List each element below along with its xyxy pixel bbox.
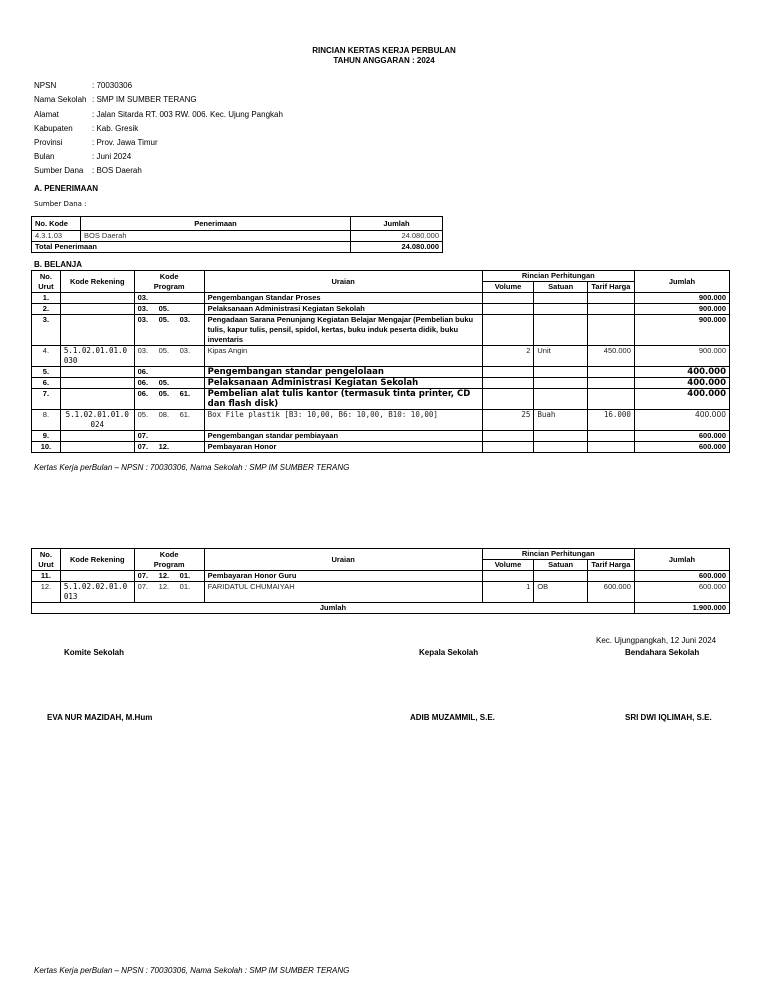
satuan-cell — [534, 367, 588, 378]
volume-cell — [482, 389, 534, 410]
tarif-cell — [587, 571, 634, 582]
info-label: Provinsi — [34, 138, 63, 147]
no-cell: 2. — [32, 304, 61, 315]
col-program: Program — [153, 281, 185, 291]
col-rincian: Rincian Perhitungan — [482, 549, 634, 560]
program-segment: 05. — [158, 346, 170, 355]
uraian-cell: Pelaksanaan Administrasi Kegiatan Sekolah — [204, 304, 482, 315]
program-segment: 07. — [137, 571, 149, 580]
jumlah-cell: 900.000 — [634, 315, 729, 346]
satuan-cell — [534, 378, 588, 389]
program-cell — [134, 293, 204, 304]
col-no: No. — [39, 549, 52, 559]
tarif-cell — [587, 378, 634, 389]
belanja-table — [31, 270, 730, 453]
uraian-cell: Pelaksanaan Administrasi Kegiatan Sekolah — [204, 378, 482, 389]
kode-rekening-cell — [60, 378, 134, 389]
col-penerimaan: Penerimaan — [81, 217, 351, 231]
jumlah-cell: 600.000 — [634, 582, 729, 603]
col-volume: Volume — [482, 560, 534, 571]
program-segment: 03. — [137, 315, 149, 324]
tarif-cell: 600.000 — [587, 582, 634, 603]
bendahara-name: SRI DWI IQLIMAH, S.E. — [625, 713, 712, 722]
no-cell: 1. — [32, 293, 61, 304]
kode-rekening-cell — [60, 293, 134, 304]
table-row — [32, 571, 730, 582]
info-label: Kabupaten — [34, 124, 73, 133]
info-label: Sumber Dana — [34, 166, 84, 175]
col-kode-rekening: Kode Rekening — [60, 549, 134, 571]
table-row — [32, 293, 730, 304]
tarif-cell — [587, 442, 634, 453]
program-segment: 05. — [158, 378, 170, 387]
table-row — [32, 410, 730, 431]
program-segment: 03. — [137, 346, 149, 355]
tarif-cell — [587, 367, 634, 378]
program-segment: 06. — [137, 389, 149, 398]
volume-cell — [482, 378, 534, 389]
volume-cell — [482, 293, 534, 304]
no-cell: 11. — [32, 571, 61, 582]
table-row — [32, 315, 730, 346]
satuan-cell: Unit — [534, 346, 588, 367]
table-row — [32, 378, 730, 389]
no-cell: 8. — [32, 410, 61, 431]
table-row — [32, 442, 730, 453]
jumlah-cell: 900.000 — [634, 293, 729, 304]
col-satuan: Satuan — [534, 282, 588, 293]
tarif-cell — [587, 431, 634, 442]
program-segment: 06. — [137, 367, 149, 376]
program-segment: 05. — [158, 389, 170, 398]
total-value: 1.900.000 — [634, 603, 729, 614]
info-value: : SMP IM SUMBER TERANG — [92, 95, 197, 104]
no-cell: 4. — [32, 346, 61, 367]
info-value: : BOS Daerah — [92, 166, 142, 175]
fiscal-year: TAHUN ANGGARAN : 2024 — [333, 56, 435, 65]
program-segment: 07. — [137, 442, 149, 451]
table-row — [32, 231, 443, 242]
satuan-cell — [534, 431, 588, 442]
satuan-cell — [534, 389, 588, 410]
kode-cell: 4.3.1.03 — [32, 231, 81, 242]
program-cell — [134, 346, 204, 367]
col-jumlah: Jumlah — [634, 271, 729, 293]
program-segment: 06. — [137, 378, 149, 387]
satuan-cell — [534, 442, 588, 453]
tarif-cell — [587, 293, 634, 304]
col-jumlah: Jumlah — [351, 217, 443, 231]
footer-note: Kertas Kerja perBulan – NPSN : 70030306, Nama Sekolah : SMP IM SUMBER TERANG — [34, 966, 350, 975]
volume-cell — [482, 431, 534, 442]
kepala-name: ADIB MUZAMMIL, S.E. — [410, 713, 495, 722]
uraian-cell: Pembayaran Honor — [204, 442, 482, 453]
jumlah-cell: 24.080.000 — [351, 231, 443, 242]
kode-rekening-cell — [60, 315, 134, 346]
col-kode: Kode — [159, 271, 179, 281]
tarif-cell — [587, 389, 634, 410]
jumlah-cell: 400.000 — [634, 410, 729, 431]
no-cell: 12. — [32, 582, 61, 603]
program-segment: 01. — [179, 582, 191, 591]
program-cell — [134, 304, 204, 315]
komite-title: Komite Sekolah — [64, 648, 125, 657]
kepala-title: Kepala Sekolah — [419, 648, 479, 657]
section-belanja: B. BELANJA — [34, 260, 83, 269]
kode-rekening-cell: 5.1.02.01.01.0030 — [60, 346, 134, 367]
satuan-cell — [534, 315, 588, 346]
info-label: Alamat — [34, 110, 59, 119]
col-tarif: Tarif Harga — [587, 282, 634, 293]
col-uraian: Uraian — [204, 549, 482, 571]
program-segment: 12. — [158, 582, 170, 591]
program-cell — [134, 571, 204, 582]
uraian-cell: Pengembangan standar pembiayaan — [204, 431, 482, 442]
document-title: RINCIAN KERTAS KERJA PERBULAN — [312, 46, 456, 55]
kode-rekening-cell — [60, 431, 134, 442]
program-segment: 05. — [158, 315, 170, 324]
program-cell — [134, 378, 204, 389]
program-segment: 07. — [137, 431, 149, 440]
program-cell — [134, 431, 204, 442]
jumlah-cell: 400.000 — [634, 389, 729, 410]
uraian-cell: Pengadaan Sarana Penunjang Kegiatan Belajar Mengajar (Pembelian buku tulis, kapur tulis, pensil, spidol, kertas, buku induk peserta didik, buku inventaris — [204, 315, 482, 346]
satuan-cell — [534, 571, 588, 582]
jumlah-cell: 900.000 — [634, 346, 729, 367]
tarif-cell: 16.000 — [587, 410, 634, 431]
kode-rekening-cell: 5.1.02.01.01.0024 — [60, 410, 134, 431]
program-segment: 12. — [158, 442, 170, 451]
col-no-kode: No. Kode — [32, 217, 81, 231]
info-value: : 70030306 — [92, 81, 133, 90]
penerimaan-table — [31, 216, 443, 253]
jumlah-cell: 600.000 — [634, 571, 729, 582]
program-segment: 03. — [179, 315, 191, 324]
jumlah-cell: 900.000 — [634, 304, 729, 315]
volume-cell — [482, 315, 534, 346]
kode-rekening-cell — [60, 389, 134, 410]
penerimaan-cell: BOS Daerah — [81, 231, 351, 242]
no-cell: 3. — [32, 315, 61, 346]
program-segment: 61. — [179, 389, 191, 398]
no-cell: 9. — [32, 431, 61, 442]
tarif-cell — [587, 304, 634, 315]
table-row — [32, 304, 730, 315]
program-cell — [134, 367, 204, 378]
volume-cell — [482, 367, 534, 378]
volume-cell: 1 — [482, 582, 534, 603]
kode-rekening-cell — [60, 367, 134, 378]
program-segment: 03. — [137, 304, 149, 313]
program-segment: 01. — [179, 571, 191, 580]
program-segment: 03. — [137, 293, 149, 302]
table-row — [32, 389, 730, 410]
uraian-cell: Box File plastik [B3: 10,00, B6: 10,00, B10: 10,00] — [204, 410, 482, 431]
uraian-cell: Pembayaran Honor Guru — [204, 571, 482, 582]
satuan-cell — [534, 293, 588, 304]
col-uraian: Uraian — [204, 271, 482, 293]
jumlah-cell: 400.000 — [634, 378, 729, 389]
program-segment: 05. — [137, 410, 149, 419]
jumlah-cell: 600.000 — [634, 431, 729, 442]
col-volume: Volume — [482, 282, 534, 293]
col-kode: Kode — [159, 549, 179, 559]
section-penerimaan: A. PENERIMAAN — [34, 184, 99, 193]
school-info — [34, 79, 434, 179]
komite-name: EVA NUR MAZIDAH, M.Hum — [47, 713, 153, 722]
col-urut: Urut — [38, 281, 54, 291]
col-kode-rekening: Kode Rekening — [60, 271, 134, 293]
no-cell: 6. — [32, 378, 61, 389]
kode-rekening-cell — [60, 442, 134, 453]
total-value: 24.080.000 — [351, 242, 443, 253]
belanja-table-continued — [31, 548, 730, 614]
col-satuan: Satuan — [534, 560, 588, 571]
program-cell — [134, 389, 204, 410]
total-row — [32, 242, 443, 253]
uraian-cell: Pengembangan standar pengelolaan — [204, 367, 482, 378]
program-cell — [134, 442, 204, 453]
footer-note: Kertas Kerja perBulan – NPSN : 70030306, Nama Sekolah : SMP IM SUMBER TERANG — [34, 463, 350, 472]
uraian-cell: Kipas Angin — [204, 346, 482, 367]
program-cell — [134, 315, 204, 346]
place-date: Kec. Ujungpangkah, 12 Juni 2024 — [596, 636, 717, 645]
volume-cell: 25 — [482, 410, 534, 431]
info-label: Bulan — [34, 152, 55, 161]
program-segment: 08. — [158, 410, 170, 419]
col-urut: Urut — [38, 559, 54, 569]
col-no: No. — [39, 271, 52, 281]
col-rincian: Rincian Perhitungan — [482, 271, 634, 282]
uraian-cell: Pembelian alat tulis kantor (termasuk tinta printer, CD dan flash disk) — [204, 389, 482, 410]
satuan-cell: OB — [534, 582, 588, 603]
no-cell: 10. — [32, 442, 61, 453]
info-label: Nama Sekolah — [34, 95, 87, 104]
volume-cell — [482, 571, 534, 582]
total-label: Total Penerimaan — [32, 242, 351, 253]
uraian-cell: Pengembangan Standar Proses — [204, 293, 482, 304]
program-segment: 61. — [179, 410, 191, 419]
bendahara-title: Bendahara Sekolah — [625, 648, 700, 657]
satuan-cell: Buah — [534, 410, 588, 431]
tarif-cell: 450.000 — [587, 346, 634, 367]
table-row — [32, 367, 730, 378]
no-cell: 5. — [32, 367, 61, 378]
table-row — [32, 346, 730, 367]
volume-cell: 2 — [482, 346, 534, 367]
jumlah-cell: 400.000 — [634, 367, 729, 378]
sumber-dana-label: Sumber Dana : — [34, 200, 87, 208]
volume-cell — [482, 442, 534, 453]
program-segment: 05. — [158, 304, 170, 313]
col-tarif: Tarif Harga — [587, 560, 634, 571]
uraian-cell: FARIDATUL CHUMAIYAH — [204, 582, 482, 603]
no-cell: 7. — [32, 389, 61, 410]
total-row — [32, 603, 730, 614]
info-value: : Kab. Gresik — [92, 124, 139, 133]
volume-cell — [482, 304, 534, 315]
program-cell — [134, 582, 204, 603]
table-row — [32, 431, 730, 442]
program-cell — [134, 410, 204, 431]
table-row — [32, 582, 730, 603]
total-label: Jumlah — [32, 603, 635, 614]
program-segment: 03. — [179, 346, 191, 355]
jumlah-cell: 600.000 — [634, 442, 729, 453]
info-label: NPSN — [34, 81, 57, 90]
info-value: : Juni 2024 — [92, 152, 132, 161]
kode-rekening-cell: 5.1.02.02.01.0013 — [60, 582, 134, 603]
tarif-cell — [587, 315, 634, 346]
satuan-cell — [534, 304, 588, 315]
col-jumlah: Jumlah — [634, 549, 729, 571]
program-segment: 07. — [137, 582, 149, 591]
kode-rekening-cell — [60, 304, 134, 315]
info-value: : Prov. Jawa Timur — [92, 138, 158, 147]
program-segment: 12. — [158, 571, 170, 580]
kode-rekening-cell — [60, 571, 134, 582]
info-value: : Jalan Sitarda RT. 003 RW. 006. Kec. Ujung Pangkah — [92, 110, 283, 119]
col-program: Program — [153, 559, 185, 569]
